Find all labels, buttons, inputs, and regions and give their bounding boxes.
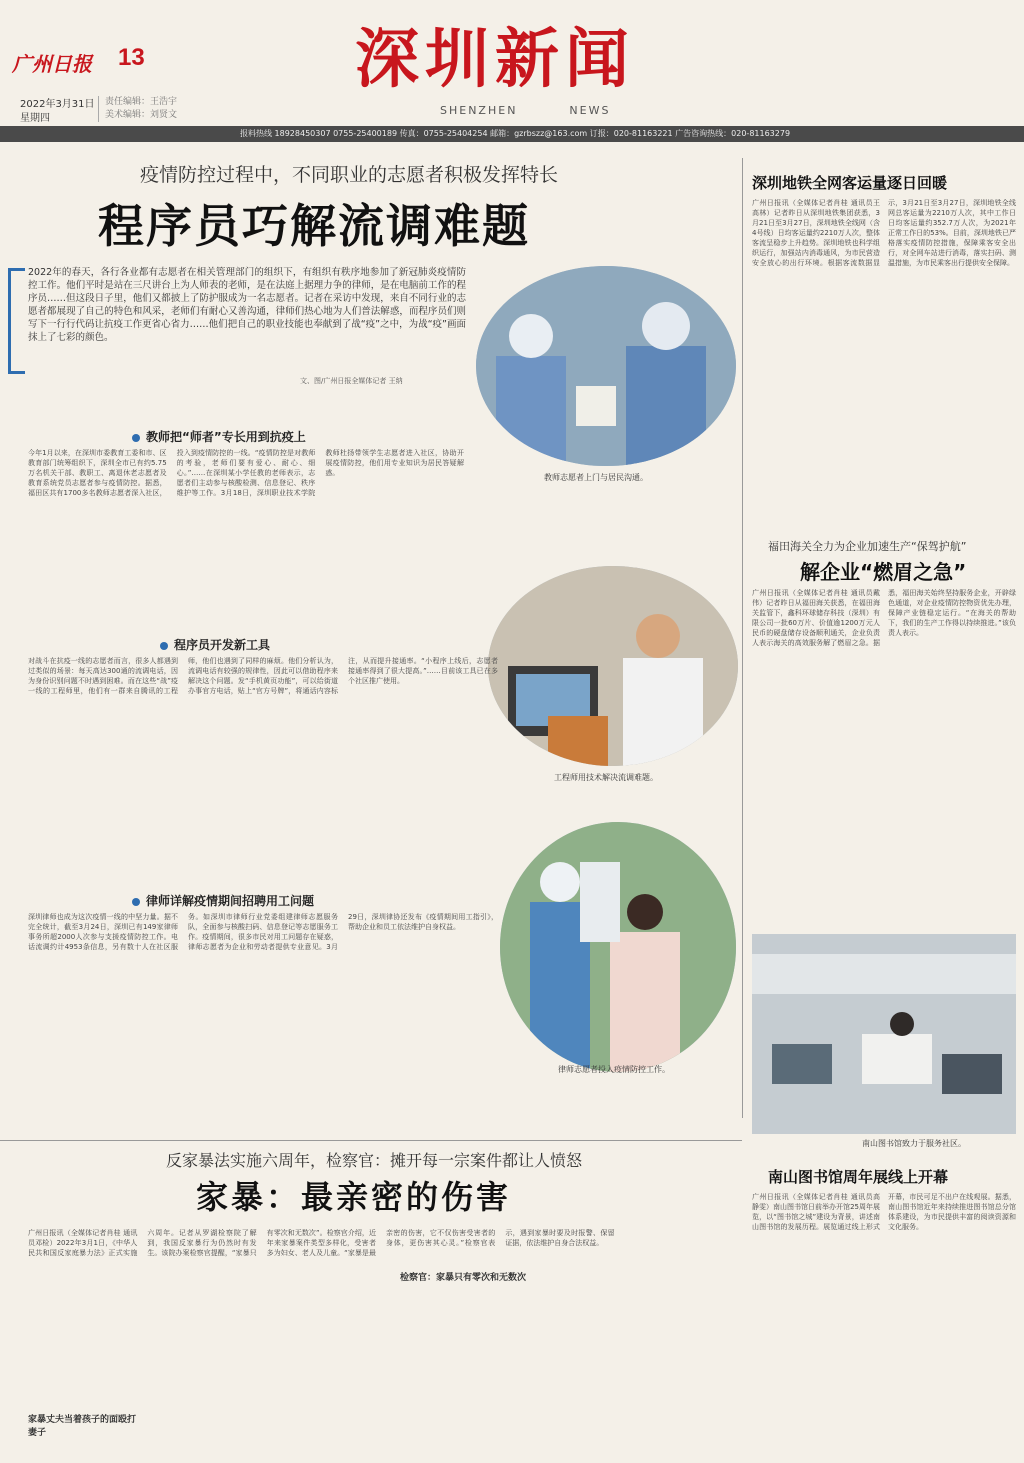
programmer-photo	[488, 566, 738, 766]
lawyer-photo	[500, 822, 736, 1072]
lawyer-photo-caption: 律师志愿者投入疫情防控工作。	[558, 1065, 670, 1074]
bottom-headline: 家暴：最亲密的伤害	[196, 1178, 512, 1216]
issue-weekday: 星期四	[20, 113, 50, 124]
section-title-en	[440, 104, 662, 117]
teacher-photo	[476, 266, 736, 466]
hotline-bar	[0, 126, 1024, 142]
teacher-photo-caption: 教师志愿者上门与居民沟通。	[544, 473, 648, 482]
bullet-icon	[160, 642, 168, 650]
metro-headline: 深圳地铁全网客运量逐日回暖	[752, 174, 948, 192]
metro-text: 广州日报讯（全媒体记者肖桂 通讯员王高林）记者昨日从深圳地铁集团获悉，3月21日至3月27日，深圳地铁全线网（含4号线）日均客运量约2210万人次，整体客流呈稳步上升趋势。深圳地铁也科学组织运行，加强站内消毒通风，为市民营造安全放心的出行环境。根据客流数据显示，3月21日至3月27日，深圳地铁全线网总客运量为2210万人次，其中工作日日均客运量约352.7万人次，为2021年正常工作日的53%。目前，深圳地铁已严格落实疫情防控措施，保障乘客安全出行，对全网车站进行消毒，落实扫码、测温措施，为市民乘客出行提供安全保障。	[752, 199, 1016, 267]
section-label-lawyers	[132, 892, 314, 909]
section-label-text: 教师把“师者”专长用到抗疫上	[146, 430, 306, 444]
programmer-photo-caption: 工程师用技术解决流调难题。	[554, 773, 658, 782]
section-label-programmers	[160, 636, 270, 653]
page-number: 13	[118, 44, 145, 71]
designer: 美术编辑：刘贤文	[105, 110, 178, 120]
intro-bracket	[8, 268, 25, 374]
lead-kicker: 疫情防控过程中，不同职业的志愿者积极发挥特长	[140, 164, 559, 186]
customs-headline: 解企业“燃眉之急”	[800, 560, 967, 584]
library-photo	[752, 934, 1016, 1134]
library-photo-caption: 南山图书馆致力于服务社区。	[862, 1139, 966, 1148]
customs-kicker: 福田海关全力为企业加速生产“保驾护航”	[768, 540, 967, 553]
lead-headline: 程序员巧解流调难题	[98, 199, 530, 253]
hotline-text: 报料热线 18928450307 0755-25400189 传真：0755-25404254 邮箱：gzrbszz@163.com 订报：020-81163221 广告咨询热线：020-81163279	[240, 129, 791, 138]
library-headline: 南山图书馆周年展线上开幕	[768, 1168, 949, 1186]
teacher-photo-art	[476, 266, 736, 466]
bullet-icon	[132, 434, 140, 442]
library-text: 广州日报讯（全媒体记者肖桂 通讯员高静雯）南山图书馆日前举办开馆25周年展览，以“图书馆之城”建设为背景，讲述南山图书馆的发展历程。展览通过线上形式开幕，市民可足不出户在线观展。据悉，南山图书馆近年来持续推进图书馆总分馆体系建设，为市民提供丰富的阅读资源和文化服务。	[752, 1193, 1016, 1231]
issue-date: 2022年3月31日	[20, 99, 95, 110]
lead-byline: 文、图/广州日报全媒体记者 王纳	[300, 377, 403, 385]
section-en-1: SHENZHEN	[440, 104, 518, 117]
section-label-text: 律师详解疫情期间招聘用工问题	[146, 894, 315, 908]
editor: 责任编辑：王浩宇	[105, 97, 178, 107]
bullet-icon	[132, 898, 140, 906]
programmer-photo-art	[488, 566, 738, 766]
lawyer-photo-art	[500, 822, 736, 1072]
editor-credits	[98, 96, 177, 122]
newspaper-logo: 广州日报	[12, 52, 92, 76]
lead-intro: 2022年的春天，各行各业都有志愿者在相关管理部门的组织下，有组织有秩序地参加了新冠肺炎疫情防控工作。他们平时是站在三尺讲台上为人师表的老师，是在法庭上据理力争的律师，是在电脑前工作的程序员……但这段日子里，他们又都披上了防护服成为一名志愿者。记者在采访中发现，来自不同行业的志愿者都展现了自己的特色和风采，老师们有耐心又善沟通，律师们热心地为人们普法解惑，而程序员们则写下一行行代码让抗疫工作更省心省力……他们把自己的职业技能也奉献到了战“疫”之中，为战“疫”画面抹上了七彩的颜色。	[28, 267, 466, 343]
section-text-lawyers: 深圳律师也成为这次疫情一线的中坚力量。据不完全统计，截至3月24日，深圳已有149家律师事务所超2000人次参与支援疫情防控工作。电话流调约计4953条信息，另有数十人在社区服务。如深圳市律师行业党委组建律师志愿服务队，全面参与核酸扫码、信息登记等志愿服务工作。疫情期间，很多市民对用工问题存在疑惑，律师志愿者为企业和劳动者提供专业意见。3月29日，深圳律协还发布《疫情期间用工指引》，帮助企业和员工依法维护自身权益。	[28, 913, 498, 951]
customs-text: 广州日报讯（全媒体记者肖桂 通讯员戴伟）记者昨日从福田海关获悉，在福田海关监管下，鑫科环球储存科技（深圳）有限公司一批60万片、价值逾1200万元人民币的硬盘储存设备顺利通关，企业负责人表示海关的高效服务解了燃眉之急。据悉，福田海关始终坚持服务企业，开辟绿色通道，对企业疫情防控物资优先办理，保障产业链稳定运行。“在海关的帮助下，我们的生产工作得以持续推进。”该负责人表示。	[752, 589, 1016, 647]
section-label-text: 程序员开发新工具	[174, 638, 271, 652]
column-divider	[742, 158, 743, 1118]
section-title: 深圳新闻	[355, 22, 635, 97]
section-en-2: NEWS	[569, 104, 611, 117]
section-text-teachers: 今年1月以来，在深圳市委教育工委和市、区教育部门统筹组织下，深圳全市已有约5.75万名机关干部、教职工、离退休老志愿者及教育系统党员志愿者参与疫情防控。据悉，福田区共有1700多名教师志愿者深入社区，投入到疫情防控的一线。“疫情防控是对教师的考验，老师们要有爱心、耐心、细心。”……在深圳某小学任教的老师表示，志愿者们主动参与核酸检测、信息登记、秩序维护等工作。3月18日，深圳职业技术学院教师杜扬带领学生志愿者进入社区，协助开展疫情防控，他们用专业知识为居民答疑解惑。	[28, 449, 464, 497]
bottom-rule	[0, 1140, 742, 1141]
section-text-programmers: 对战斗在抗疫一线的志愿者而言，很多人都遇到过类似的场景：每天高达300通的流调电话，因为身份识别问题不时遇到困难。而在这些“战”疫一线的工程师里，他们有一群来自腾讯的工程师，他们也遇到了同样的麻烦。他们分析认为，流调电话有较强的规律性，因此可以借助程序来解决这个问题。发“手机黄页功能”，可以给街道办事官方电话，贴上“官方号牌”，将通话内容标注，从而提升接通率。“小程序上线后，志愿者接通率得到了很大提高。”……目前该工具已在多个社区推广使用。	[28, 657, 498, 695]
bottom-subhead: 检察官：家暴只有零次和无数次	[400, 1270, 526, 1283]
bottom-subhead-2: 家暴丈夫当着孩子的面殴打妻子	[28, 1412, 138, 1438]
bottom-kicker: 反家暴法实施六周年，检察官：摊开每一宗案件都让人愤怒	[166, 1151, 583, 1170]
section-label-teachers	[132, 428, 306, 445]
library-photo-art	[752, 934, 1016, 1134]
date-block	[20, 98, 95, 126]
bottom-text: 广州日报讯（全媒体记者肖桂 通讯员邓检）2022年3月1日，《中华人民共和国反家庭暴力法》正式实施六周年。记者从罗湖检察院了解到，我国反家暴行为仍然时有发生。该院办案检察官提醒，“家暴只有零次和无数次”。检察官介绍，近年来家暴案件类型多样化，受害者多为妇女、老人及儿童。“家暴是最亲密的伤害，它不仅伤害受害者的身体，更伤害其心灵。”检察官表示，遇到家暴时要及时报警、保留证据，依法维护自身合法权益。	[28, 1229, 615, 1257]
